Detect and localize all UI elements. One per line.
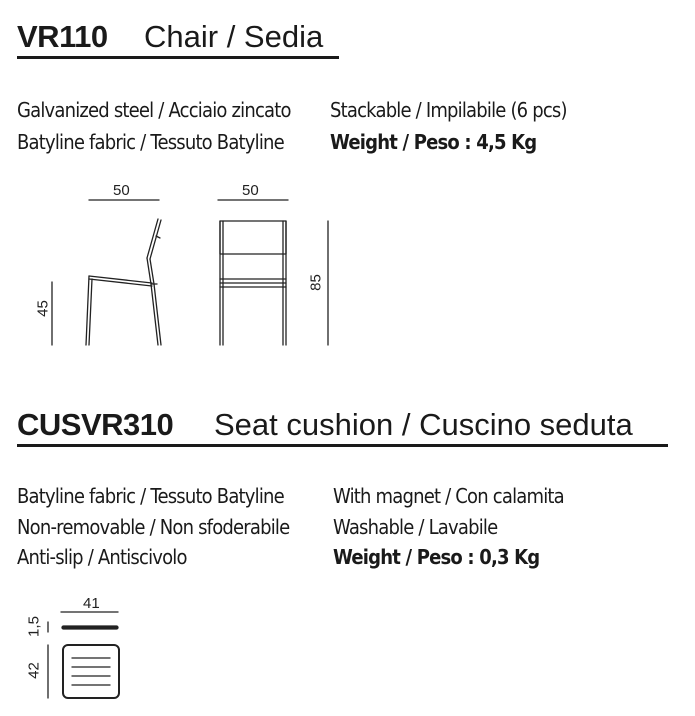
chair-total-height-label: 85: [307, 274, 325, 291]
cushion-depth-label: 42: [25, 662, 43, 679]
cushion-weight: Weight / Peso : 0,3 Kg: [333, 545, 540, 569]
chair-side-width-label: 50: [113, 182, 130, 199]
cushion-profile-view: [62, 626, 118, 629]
cushion-thickness-label: 1,5: [25, 616, 43, 637]
cushion-spec-fabric: Batyline fabric / Tessuto Batyline: [17, 484, 284, 508]
cushion-spec-magnet: With magnet / Con calamita: [333, 484, 564, 508]
cushion-title: Seat cushion / Cuscino seduta: [214, 407, 633, 442]
chair-front-width-label: 50: [242, 182, 259, 199]
cushion-spec-removable: Non-removable / Non sfoderabile: [17, 515, 290, 539]
cushion-width-label: 41: [83, 595, 100, 612]
chair-spec-fabric: Batyline fabric / Tessuto Batyline: [17, 130, 284, 154]
chair-title: Chair / Sedia: [144, 19, 324, 54]
chair-spec-stackable: Stackable / Impilabile (6 pcs): [330, 98, 567, 122]
chair-spec-material: Galvanized steel / Acciaio zincato: [17, 98, 291, 122]
cushion-code: CUSVR310: [17, 407, 174, 442]
cushion-spec-washable: Washable / Lavabile: [333, 515, 498, 539]
cushion-spec-antislip: Anti-slip / Antiscivolo: [17, 545, 187, 569]
chair-seat-height-label: 45: [34, 300, 52, 317]
chair-code: VR110: [17, 19, 108, 54]
chair-weight: Weight / Peso : 4,5 Kg: [330, 130, 537, 154]
cushion-top-view: [63, 645, 119, 698]
